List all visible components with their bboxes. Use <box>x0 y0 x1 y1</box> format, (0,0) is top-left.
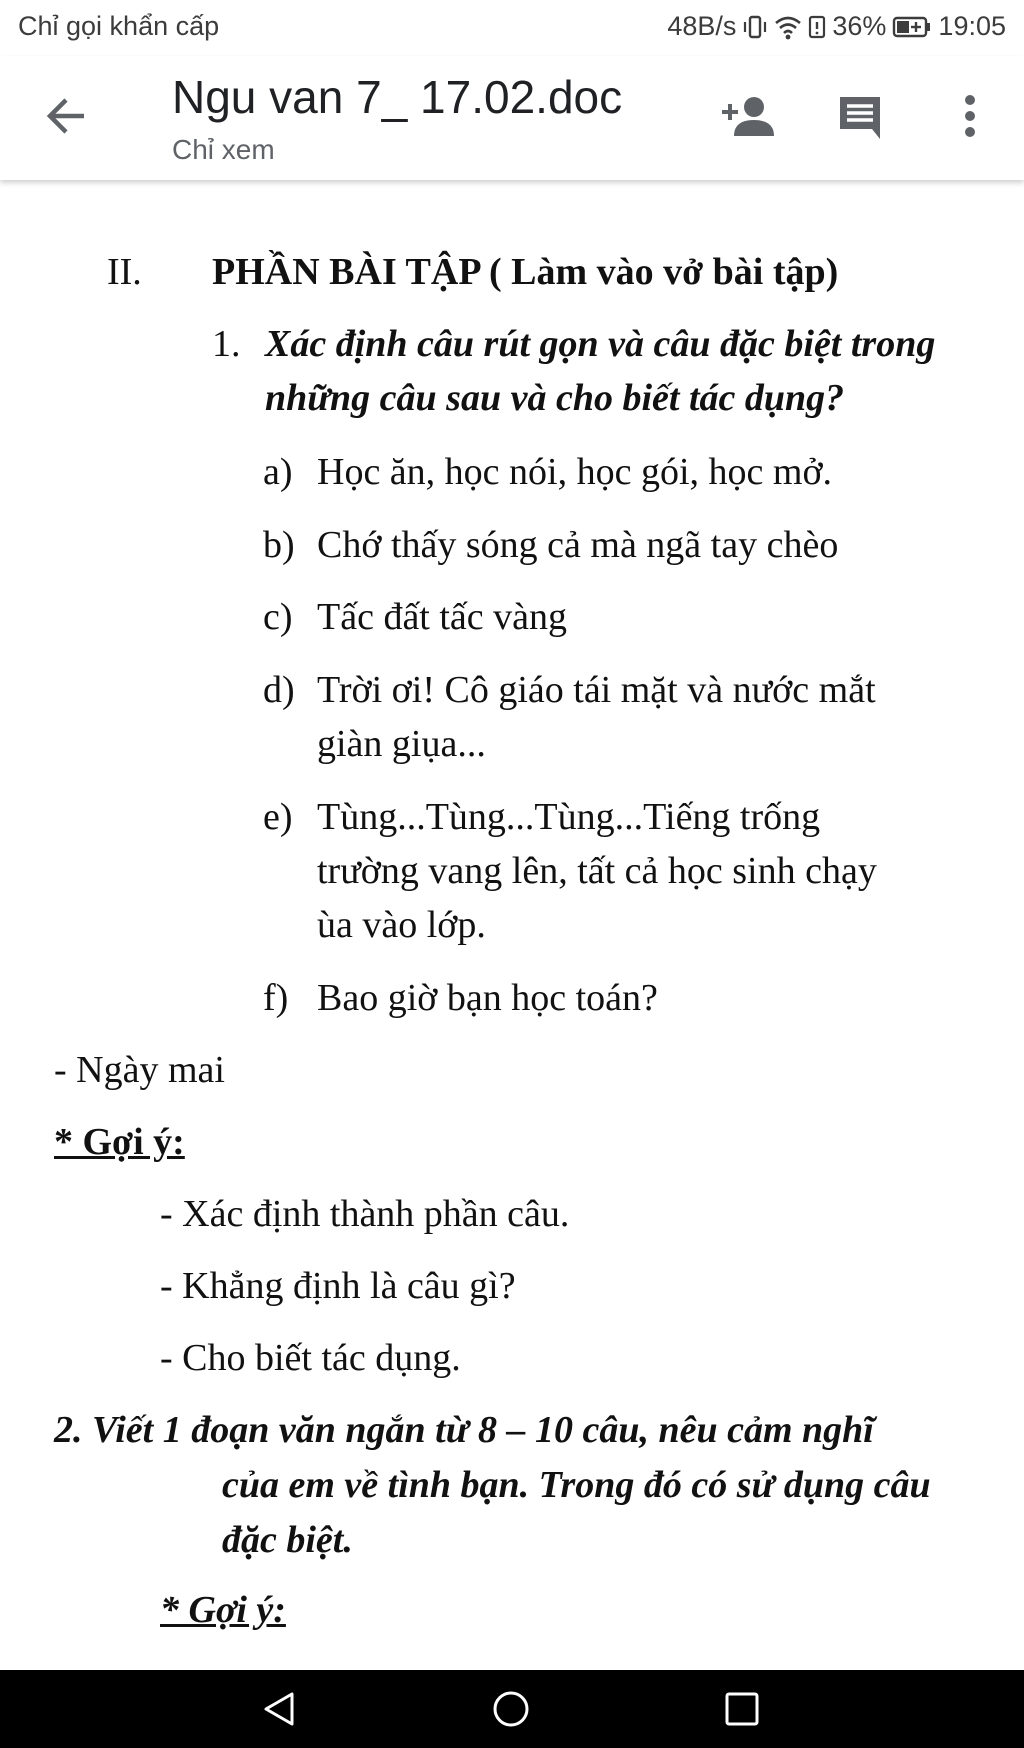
nav-home-icon <box>491 1689 531 1729</box>
battery-icon <box>892 15 932 39</box>
nav-back-icon <box>260 1689 300 1729</box>
item-marker: e) <box>263 796 293 838</box>
item-marker: f) <box>263 977 289 1019</box>
back-button[interactable] <box>36 86 96 146</box>
comment-icon <box>836 93 884 139</box>
hint-label: * Gợi ý: <box>54 1121 185 1163</box>
document-content[interactable] <box>0 180 1024 1670</box>
item-marker: a) <box>263 451 293 493</box>
question2-line: của em về tình bạn. Trong đó có sử dụng câu <box>222 1464 931 1506</box>
section-numeral: II. <box>107 251 142 293</box>
clock: 19:05 <box>938 11 1006 41</box>
nav-recent-apps-button[interactable] <box>720 1687 764 1731</box>
item-marker: c) <box>263 596 293 638</box>
item-text: ùa vào lớp. <box>317 904 486 946</box>
status-bar <box>0 0 1024 56</box>
item-text: giàn giụa... <box>317 723 486 765</box>
comment-button[interactable] <box>830 86 890 146</box>
view-mode-label: Chỉ xem <box>172 134 275 165</box>
item-marker: b) <box>263 524 295 566</box>
item-text: trường vang lên, tất cả học sinh chạy <box>317 850 877 892</box>
question2-line: đặc biệt. <box>222 1519 353 1561</box>
battery-saver-icon <box>808 14 826 40</box>
item-text: Trời ơi! Cô giáo tái mặt và nước mắt <box>317 669 876 711</box>
hint-line: - Cho biết tác dụng. <box>160 1337 461 1379</box>
hint-label: * Gợi ý: <box>160 1589 286 1631</box>
question1-line: Xác định câu rút gọn và câu đặc biệt trong <box>265 323 936 365</box>
vibrate-icon <box>742 13 768 41</box>
nav-back-button[interactable] <box>258 1687 302 1731</box>
wifi-icon <box>774 14 802 40</box>
back-arrow-icon <box>44 94 88 138</box>
section-heading: PHẦN BÀI TẬP ( Làm vào vở bài tập) <box>212 251 839 293</box>
battery-percent: 36% <box>832 11 887 41</box>
more-vert-icon <box>964 94 976 138</box>
question1-line: những câu sau và cho biết tác dụng? <box>265 377 845 419</box>
item-text: Chớ thấy sóng cả mà ngã tay chèo <box>317 524 839 566</box>
network-speed: 48B/s <box>667 11 737 41</box>
question2-line: 2. Viết 1 đoạn văn ngắn từ 8 – 10 câu, nêu cảm nghĩ <box>54 1409 874 1451</box>
document-title: Ngu van 7_ 17.02.doc <box>172 71 623 123</box>
item-text: Tấc đất tấc vàng <box>317 596 568 638</box>
nav-recent-icon <box>722 1689 762 1729</box>
item-text: Học ăn, học nói, học gói, học mở. <box>317 451 833 493</box>
app-bar <box>0 56 1024 180</box>
item-marker: d) <box>263 669 295 711</box>
more-options-button[interactable] <box>940 86 1000 146</box>
add-person-icon <box>720 94 776 138</box>
status-indicators <box>667 11 1006 42</box>
hint-line: - Xác định thành phần câu. <box>160 1193 570 1235</box>
carrier-text: Chỉ gọi khẩn cấp <box>18 11 220 41</box>
item-text: Tùng...Tùng...Tùng...Tiếng trống <box>317 796 821 838</box>
add-person-button[interactable] <box>718 86 778 146</box>
navigation-bar <box>0 1670 1024 1748</box>
answer-line: - Ngày mai <box>54 1049 225 1091</box>
question1-number: 1. <box>212 323 241 365</box>
nav-home-button[interactable] <box>489 1687 533 1731</box>
item-text: Bao giờ bạn học toán? <box>317 977 658 1019</box>
hint-line: - Khẳng định là câu gì? <box>160 1265 516 1307</box>
